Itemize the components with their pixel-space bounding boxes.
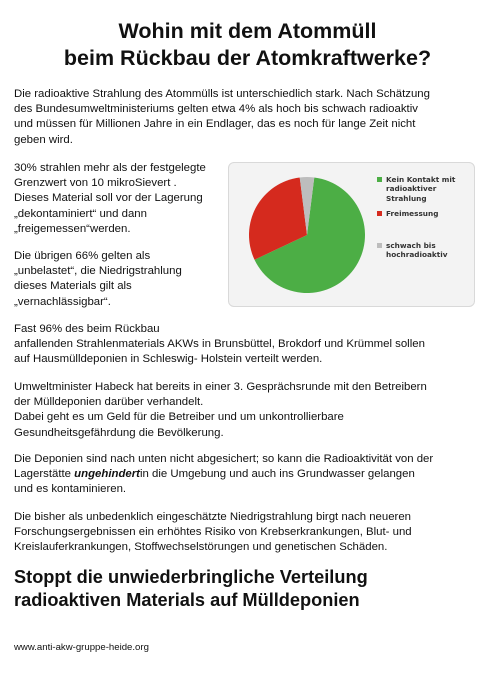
text-line: „vernachlässigbar“. bbox=[14, 295, 111, 308]
text-line: dieses Materials gilt als bbox=[14, 280, 132, 293]
title-line-2: beim Rückbau der Atomkraftwerke? bbox=[63, 46, 432, 70]
text-line: auf Hausmülldeponien in Schleswig- Holstein verteilt werden. bbox=[14, 353, 323, 366]
legend-label: Freimessung bbox=[386, 209, 439, 219]
text-line: Die übrigen 66% gelten als bbox=[14, 250, 151, 262]
text-line: „unbelastet“, die Niedrigstrahlung bbox=[14, 265, 182, 278]
text-line: Grenzwert von 10 mikroSievert . bbox=[14, 177, 177, 190]
text-line bbox=[14, 467, 433, 482]
chart-legend bbox=[377, 175, 473, 259]
text-line: Dabei geht es um Geld für die Betreiber und um unkontrollierbare bbox=[14, 411, 344, 424]
text-line: Dieses Material soll vor der Lagerung bbox=[14, 192, 203, 205]
text-line: Die bisher als unbedenklich eingeschätzte Niedrigstrahlung birgt nach neueren bbox=[14, 511, 412, 523]
legend-label: hochradioaktiv bbox=[386, 250, 448, 260]
text-line: anfallenden Strahlenmaterials AKWs in Brunsbüttel, Brokdorf und Krümmel sollen bbox=[14, 338, 425, 351]
pie-chart bbox=[228, 162, 475, 307]
legend-label: Strahlung bbox=[386, 193, 427, 203]
text-line: Gesundheitsgefährdung die Bevölkerung. bbox=[14, 426, 224, 439]
text-line: Kreislauferkrankungen, Stoffwechselstörungen und genetischen Schäden. bbox=[14, 541, 388, 554]
text-line: Die radioaktive Strahlung des Atommülls ist unterschiedlich stark. Nach Schätzung bbox=[14, 88, 430, 100]
text-line: der Mülldeponien darüber verhandelt. bbox=[14, 396, 204, 409]
text-line: Fast 96% des beim Rückbau bbox=[14, 323, 160, 335]
footer-url: www.anti-akw-gruppe-heide.org bbox=[14, 642, 149, 653]
text-segment: Lagerstätte bbox=[14, 468, 75, 481]
legend-item bbox=[377, 241, 473, 260]
legend-swatch bbox=[377, 211, 382, 216]
legend-label: radioaktiver bbox=[386, 184, 437, 194]
legend-swatch bbox=[377, 177, 382, 182]
title-line-1: Wohin mit dem Atommüll bbox=[118, 19, 377, 43]
intro-paragraph bbox=[14, 87, 430, 148]
paragraph-deponien bbox=[14, 452, 433, 498]
legend-item bbox=[377, 175, 473, 203]
text-segment: in die Umgebung und auch ins Grundwasser gelangen bbox=[139, 468, 415, 481]
page-title bbox=[0, 18, 495, 72]
legend-item bbox=[377, 209, 473, 218]
text-line: „dekontaminiert“ und dann bbox=[14, 207, 147, 220]
emphasis-ungehindert: ungehindert bbox=[74, 468, 140, 481]
text-line: „freigemessen“werden. bbox=[14, 222, 131, 235]
text-line: Die Deponien sind nach unten nicht abgesichert; so kann die Radioaktivität von der bbox=[14, 453, 434, 465]
text-line: und es kontaminieren. bbox=[14, 483, 127, 496]
text-line: Umweltminister Habeck hat bereits in einer 3. Gesprächsrunde mit den Betreibern bbox=[14, 381, 427, 393]
paragraph-66-percent bbox=[14, 249, 182, 310]
paragraph-forschung bbox=[14, 510, 412, 556]
call-to-action-headline bbox=[14, 566, 368, 612]
text-line: geben wird. bbox=[14, 133, 73, 146]
text-line: 30% strahlen mehr als der festgelegte bbox=[14, 162, 206, 174]
text-line: Forschungsergebnissen ein erhöhtes Risiko von Krebserkrankungen, Blut- und bbox=[14, 526, 412, 539]
text-line: und müssen für Millionen Jahre in ein Endlager, das es noch für lange Zeit nicht bbox=[14, 118, 416, 131]
paragraph-habeck bbox=[14, 380, 427, 441]
paragraph-96-percent bbox=[14, 322, 425, 368]
legend-swatch bbox=[377, 243, 382, 248]
text-line: des Bundesumweltministeriums gelten etwa 4% als hoch bis schwach radioaktiv bbox=[14, 103, 418, 116]
legend-label: Kein Kontakt mit bbox=[386, 175, 456, 184]
headline-line-1: Stoppt die unwiederbringliche Verteilung bbox=[14, 567, 368, 587]
headline-line-2: radioaktiven Materials auf Mülldeponien bbox=[14, 590, 360, 610]
paragraph-30-percent bbox=[14, 161, 206, 237]
legend-label: schwach bis bbox=[386, 240, 436, 250]
